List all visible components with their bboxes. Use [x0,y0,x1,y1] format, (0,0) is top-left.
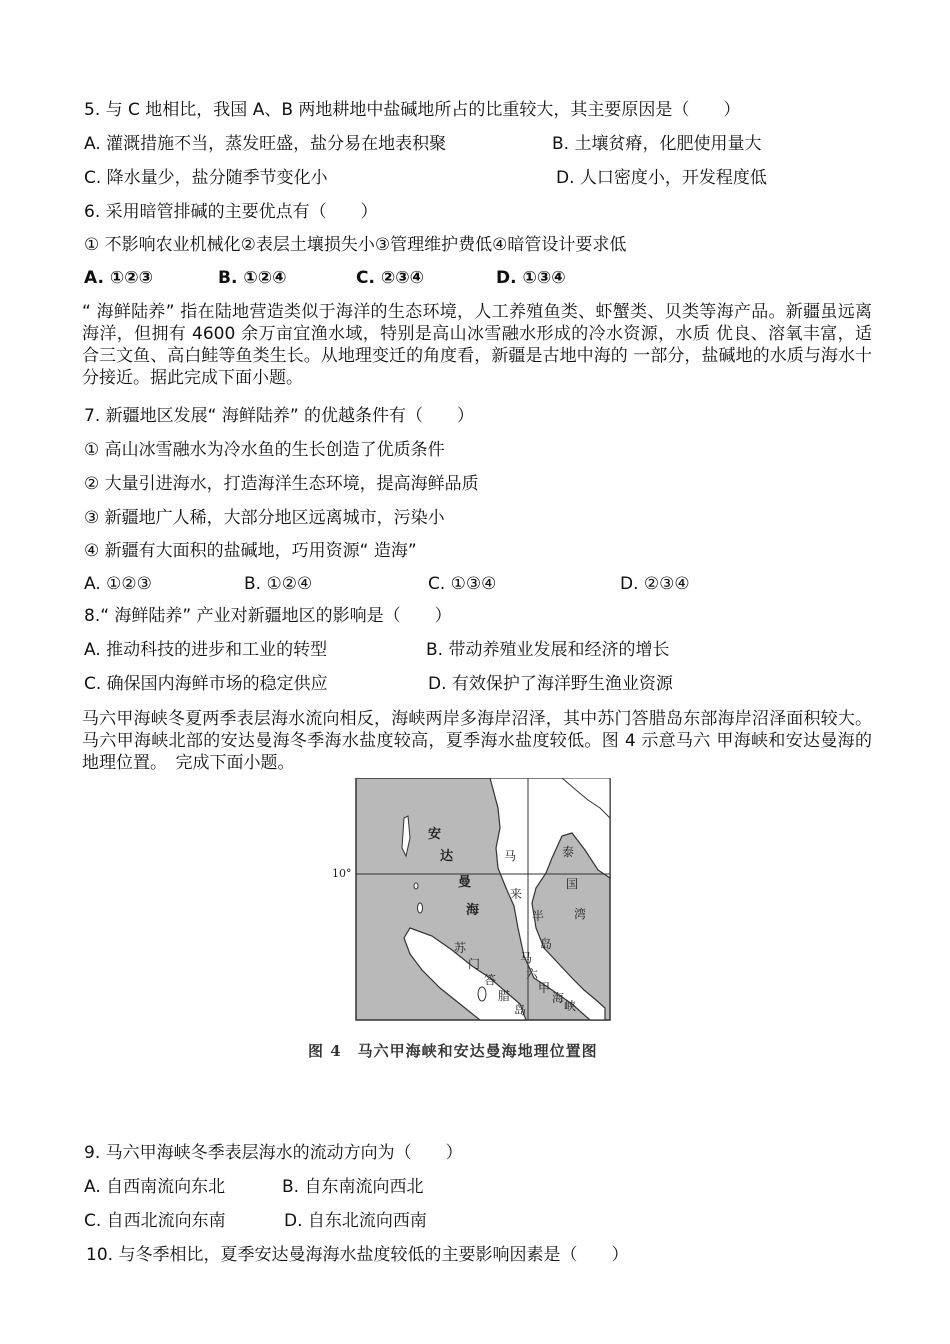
q7-option-b: B. ①②④ [244,574,313,594]
q6-option-a: A. ①②③ [84,268,154,288]
malacca-map-figure [300,778,650,1068]
q5-option-c: C. 降水量少，盐分随季节变化小 [84,168,328,188]
q7-statement-2: ② 大量引进海水，打造海洋生态环境，提高海鲜品质 [84,474,479,494]
q5-option-a: A. 灌溉措施不当，蒸发旺盛，盐分易在地表积聚 [84,134,447,154]
q7-statement-3: ③ 新疆地广人稀，大部分地区远离城市，污染小 [84,508,445,528]
map-label-xia2: 峡 [564,999,577,1013]
map-label-dao2: 岛 [514,1003,527,1017]
q8-stem: 8.“ 海鲜陆养” 产业对新疆地区的影响是（ ） [84,606,452,626]
map-label-liu: 六 [526,967,539,981]
map-label-la: 腊 [498,989,511,1003]
nicobar-island [418,903,423,913]
map-label-andaman-3: 曼 [458,875,472,890]
q7-stem: 7. 新疆地区发展“ 海鲜陆养” 的优越条件有（ ） [84,406,475,426]
passage-malacca: 马六甲海峡冬夏两季表层海水流向相反，海峡两岸多海岸沼泽，其中苏门答腊岛东部海岸沼泽面积较大。马六甲海峡北部的安达曼海冬季海水盐度较高，夏季海水盐度较低。图 4 示意马六 甲海峡和安达曼海的地理位置。 完成下面小题。 [82,709,872,773]
figure-4-caption: 图 4 马六甲海峡和安达曼海地理位置图 [308,1042,598,1060]
map-label-andaman-2: 达 [440,849,454,864]
q9-option-c: C. 自西北流向东南 [84,1211,226,1231]
map-label-lai: 来 [510,887,523,901]
small-island-2 [478,987,486,1001]
lat-10-label: 10° [332,867,352,880]
q9-option-a: A. 自西南流向东北 [84,1177,226,1197]
q7-statement-1: ① 高山冰雪融水为冷水鱼的生长创造了优质条件 [84,440,445,460]
q7-option-a: A. ①②③ [84,574,152,594]
q10-stem: 10. 与冬季相比，夏季安达曼海海水盐度较低的主要影响因素是（ ） [86,1245,629,1265]
q8-option-a: A. 推动科技的进步和工业的转型 [84,640,328,660]
q7-statement-4: ④ 新疆有大面积的盐碱地，巧用资源“ 造海” [84,541,417,561]
q7-option-d: D. ②③④ [620,574,690,594]
q7-option-c: C. ①③④ [428,574,497,594]
map-label-xia: 海 [552,991,565,1005]
q8-option-c: C. 确保国内海鲜市场的稳定供应 [84,674,328,694]
map-label-dao: 岛 [540,937,553,951]
map-label-thai-2: 国 [566,877,579,891]
map-label-andaman-1: 安 [428,827,442,842]
q5-stem: 5. 与 C 地相比，我国 A、B 两地耕地中盐碱地所占的比重较大，其主要原因是（ ） [84,100,741,120]
map-label-ma2: 马 [520,951,533,965]
q5-option-b: B. 土壤贫瘠，化肥使用量大 [552,134,762,154]
q5-option-d: D. 人口密度小，开发程度低 [556,168,767,188]
q6-statements: ① 不影响农业机械化②表层土壤损失小③管理维护费低④暗管设计要求低 [84,235,627,255]
map-label-da: 答 [484,973,497,987]
map-label-su: 苏 [454,941,467,955]
map-label-jia: 甲 [538,981,551,995]
q6-option-d: D. ①③④ [496,268,566,288]
q6-stem: 6. 采用暗管排碱的主要优点有（ ） [84,202,378,222]
q8-option-b: B. 带动养殖业发展和经济的增长 [426,640,670,660]
q9-option-b: B. 自东南流向西北 [282,1177,424,1197]
malacca-map [300,778,650,1038]
small-island [414,883,418,889]
passage-seafood: “ 海鲜陆养” 指在陆地营造类似于海洋的生态环境，人工养殖鱼类、虾蟹类、贝类等海产品。新疆虽远离海洋，但拥有 4600 余万亩宜渔水域，特别是高山冰雪融水形成的冷水资源，水质 优良、溶氧丰富，适合三文鱼、高白鲑等鱼类生长。从地理变迁的角度看，新疆是古地中海的 一部分，盐碱地的水质与海水十分接近。据此完成下面小题。 [82,302,872,388]
map-label-ma: 马 [504,849,517,863]
q8-option-d: D. 有效保护了海洋野生渔业资源 [428,674,673,694]
q6-option-c: C. ②③④ [356,268,425,288]
map-label-thai-1: 泰 [562,845,575,859]
q6-option-b: B. ①②④ [218,268,287,288]
map-label-andaman-4: 海 [466,903,480,918]
map-label-ban: 半 [532,909,545,923]
map-label-thai-3: 湾 [574,907,587,921]
q9-option-d: D. 自东北流向西南 [284,1211,427,1231]
q9-stem: 9. 马六甲海峡冬季表层海水的流动方向为（ ） [84,1143,463,1163]
map-label-men: 门 [468,957,481,971]
